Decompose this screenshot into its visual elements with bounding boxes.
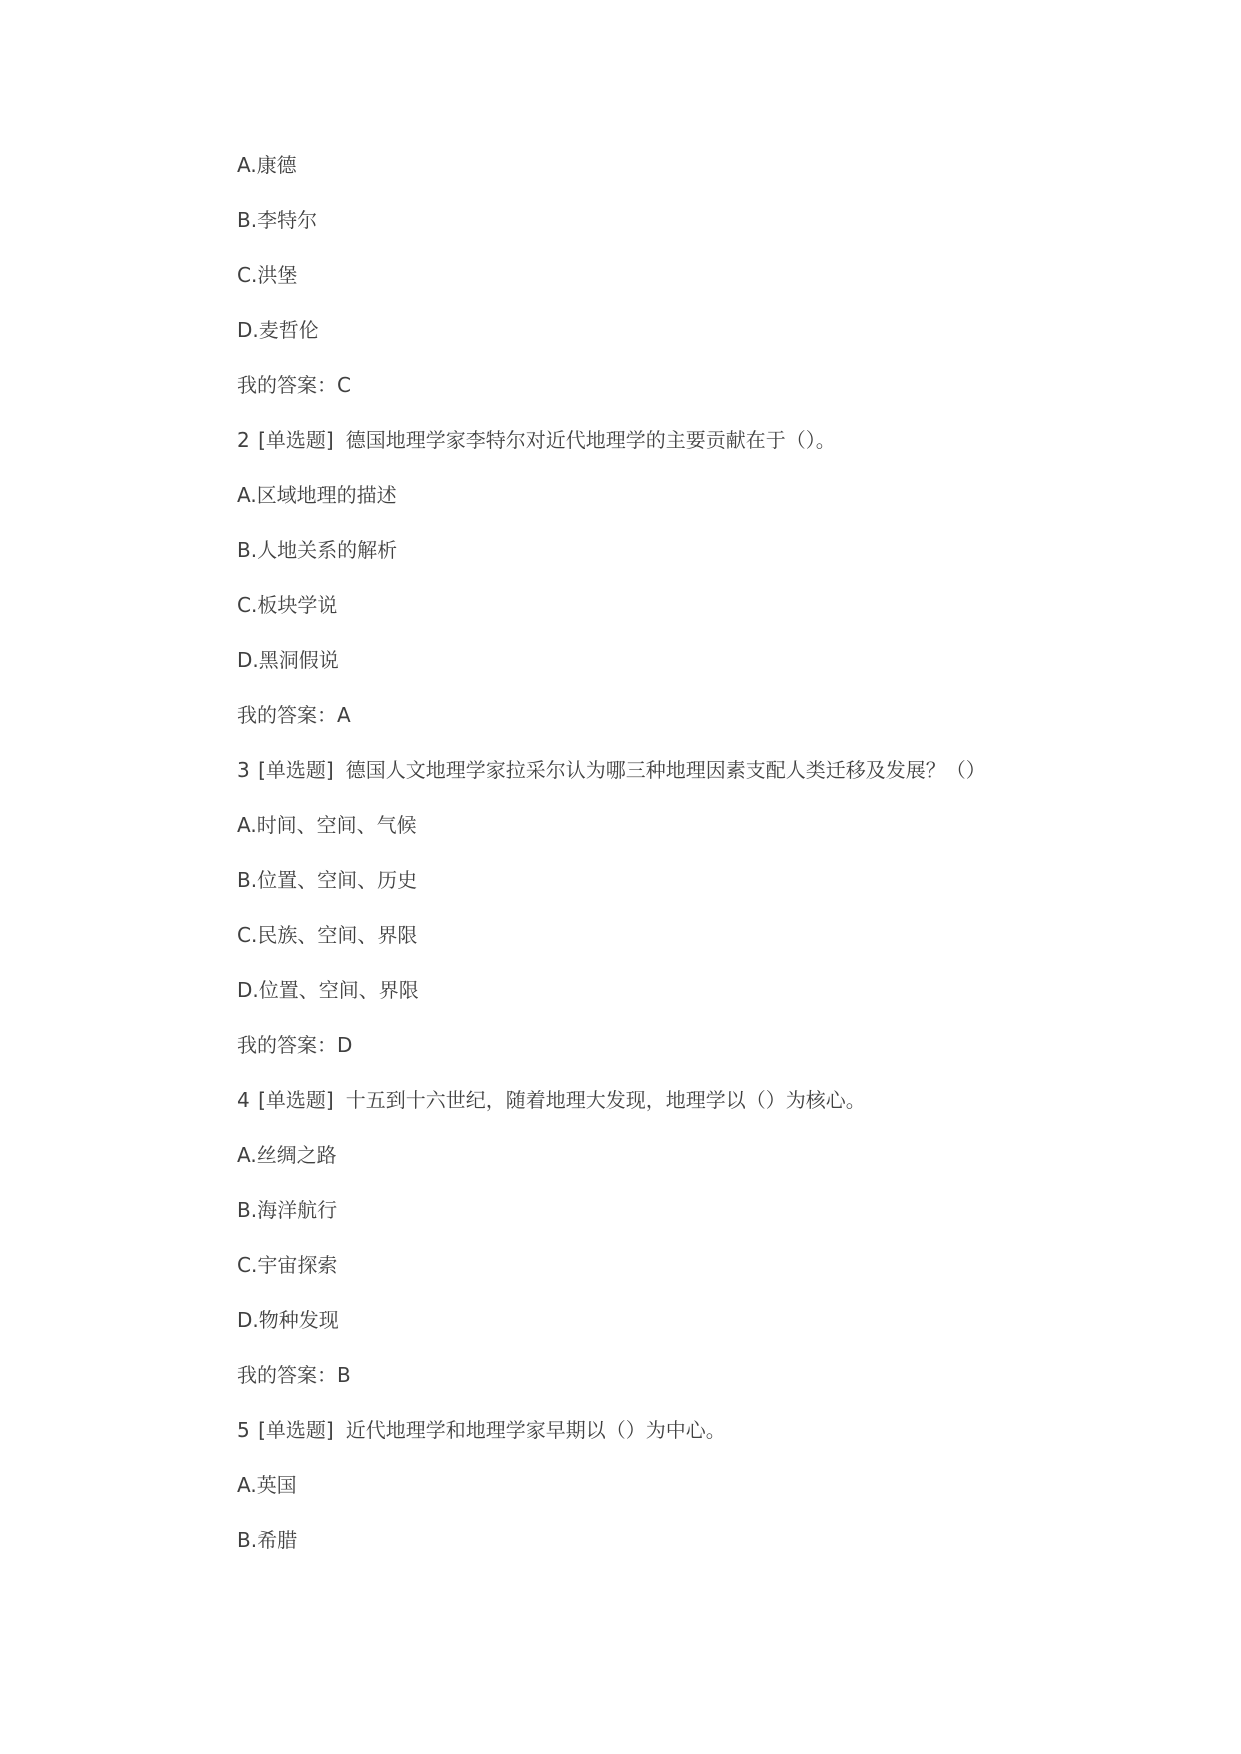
option-c: C.洪堡 xyxy=(237,263,298,287)
option-a: A.丝绸之路 xyxy=(237,1143,337,1167)
question-number: 3 xyxy=(237,758,250,782)
question-4 xyxy=(237,1073,1187,1128)
option-b: B.李特尔 xyxy=(237,208,318,232)
option-b: B.海洋航行 xyxy=(237,1198,338,1222)
question-type: [单选题] xyxy=(258,1088,334,1112)
question-text: 德国地理学家李特尔对近代地理学的主要贡献在于（）。 xyxy=(345,428,836,452)
option-a: A.英国 xyxy=(237,1473,297,1497)
my-answer: 我的答案：D xyxy=(237,1033,353,1057)
question-2 xyxy=(237,413,1187,468)
option-b: B.位置、空间、历史 xyxy=(237,868,418,892)
question-text: 德国人文地理学家拉采尔认为哪三种地理因素支配人类迁移及发展？（） xyxy=(345,758,986,782)
question-type: [单选题] xyxy=(258,1418,334,1442)
option-d: D.麦哲伦 xyxy=(237,318,319,342)
my-answer: 我的答案：B xyxy=(237,1363,351,1387)
question-text: 近代地理学和地理学家早期以（）为中心。 xyxy=(345,1418,726,1442)
option-a: A.康德 xyxy=(237,153,297,177)
my-answer: 我的答案：C xyxy=(237,373,351,397)
question-type: [单选题] xyxy=(258,758,334,782)
question-number: 5 xyxy=(237,1418,250,1442)
quiz-content xyxy=(237,155,1187,1585)
question-number: 4 xyxy=(237,1088,250,1112)
option-d: D.物种发现 xyxy=(237,1308,339,1332)
option-d: D.位置、空间、界限 xyxy=(237,978,419,1002)
option-d: D.黑洞假说 xyxy=(237,648,339,672)
option-c: C.板块学说 xyxy=(237,593,338,617)
option-b: B.人地关系的解析 xyxy=(237,538,398,562)
question-type: [单选题] xyxy=(258,428,334,452)
question-text: 十五到十六世纪，随着地理大发现，地理学以（）为核心。 xyxy=(345,1088,866,1112)
option-a: A.区域地理的描述 xyxy=(237,483,397,507)
my-answer: 我的答案：A xyxy=(237,703,351,727)
option-c: C.民族、空间、界限 xyxy=(237,923,418,947)
option-c: C.宇宙探索 xyxy=(237,1253,338,1277)
option-b: B.希腊 xyxy=(237,1528,298,1552)
question-number: 2 xyxy=(237,428,250,452)
option-a: A.时间、空间、气候 xyxy=(237,813,417,837)
question-5 xyxy=(237,1403,1187,1458)
question-3 xyxy=(237,743,1187,798)
